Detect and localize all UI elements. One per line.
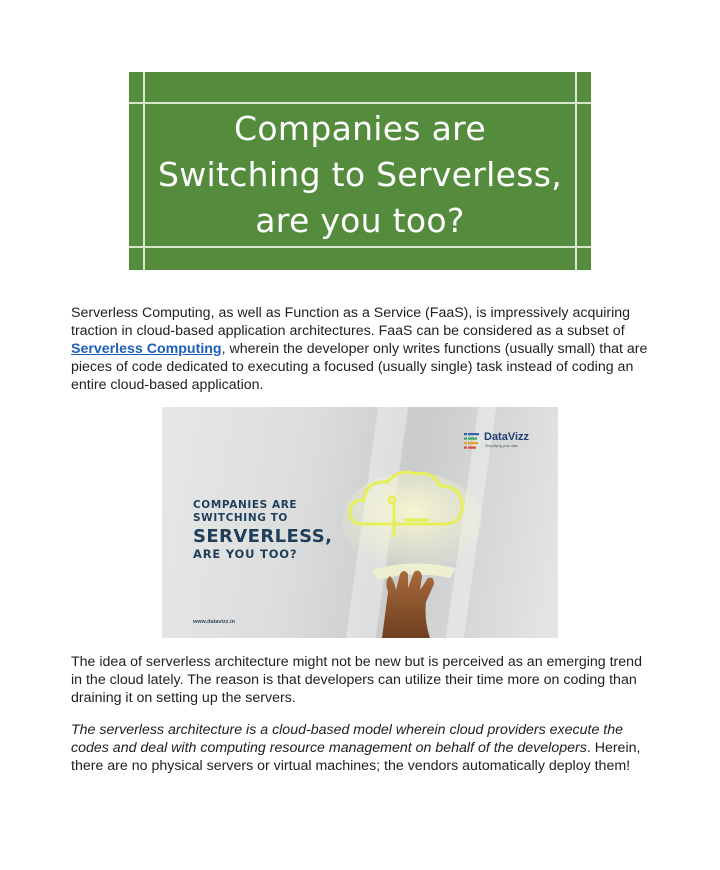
intro-text-end: , wherein the developer only writes functions (usually small) that are pieces of code dedicated to executing a focused (usually single) task instead of coding an entire cloud-based application.	[71, 341, 648, 393]
banner-title: Companies are Switching to Serverless, are you too?	[157, 109, 562, 240]
datavizz-logo-icon	[464, 432, 480, 450]
serverless-computing-link[interactable]: Serverless Computing	[71, 341, 222, 357]
cloud-hand-illustration	[332, 462, 492, 638]
title-banner	[129, 72, 591, 270]
brand-tagline: Simplifying your data	[485, 444, 518, 448]
hero-line-3: SERVERLESS,	[193, 526, 333, 547]
paragraph-architecture	[71, 721, 656, 775]
intro-text-start: Serverless Computing, as well as Function as a Service (FaaS), is impressively acquiring traction in cloud-based application architectures. FaaS can be considered as a subset of	[71, 305, 631, 339]
hero-headline	[193, 499, 332, 561]
intro-paragraph	[71, 304, 656, 394]
paragraph-architecture-rest: . Herein, there are no physical servers or virtual machines; the vendors automatically deploy them!	[71, 740, 641, 774]
paragraph-idea: The idea of serverless architecture might not be new but is perceived as an emerging trend in the cloud lately. The reason is that developers can utilize their time more on coding than draining it on setting up the servers.	[71, 654, 642, 706]
banner-frame-line	[129, 102, 591, 104]
hero-line-4: ARE YOU TOO?	[193, 547, 298, 561]
hero-line-2: SWITCHING TO	[193, 512, 288, 524]
hero-image	[162, 407, 558, 638]
hero-line-1: COMPANIES ARE	[193, 499, 298, 511]
hero-url: www.datavizz.in	[193, 619, 235, 625]
brand-name: DataVizz	[484, 431, 530, 443]
banner-frame-line	[129, 246, 591, 248]
italic-definition: The serverless architecture is a cloud-based model wherein cloud providers execute the codes and deal with computing resource management on behalf of the developers	[71, 722, 624, 756]
